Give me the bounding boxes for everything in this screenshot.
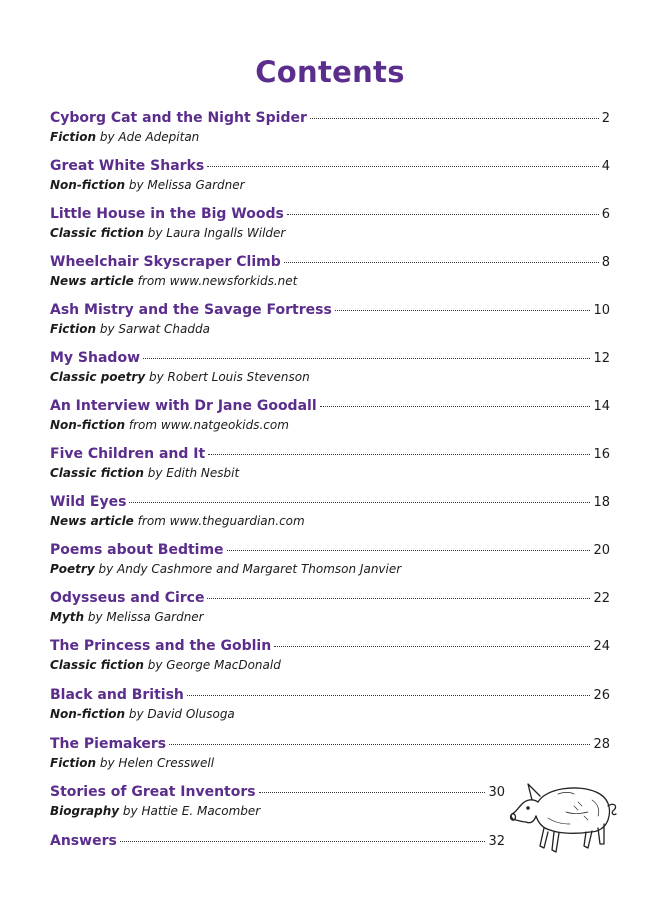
entry-credit: by Melissa Gardner <box>87 610 204 624</box>
page-number: 16 <box>593 447 610 462</box>
toc-entry[interactable] <box>50 350 610 384</box>
entry-title[interactable]: Ash Mistry and the Savage Fortress <box>50 302 332 318</box>
entry-credit: by Laura Ingalls Wilder <box>147 226 286 240</box>
entry-title[interactable]: Odysseus and Circe <box>50 590 205 606</box>
page-number: 8 <box>601 255 610 270</box>
entry-credit: by Edith Nesbit <box>147 466 240 480</box>
entry-subtitle <box>50 370 610 384</box>
page-number: 4 <box>601 159 610 174</box>
entry-genre: Fiction <box>50 130 97 144</box>
entry-subtitle <box>50 418 610 432</box>
toc-entry[interactable] <box>50 110 610 144</box>
page-number: 26 <box>593 688 610 703</box>
entry-title[interactable]: An Interview with Dr Jane Goodall <box>50 398 317 414</box>
dot-leader <box>227 550 591 551</box>
toc-entry[interactable] <box>50 833 505 853</box>
entry-title[interactable]: Stories of Great Inventors <box>50 784 256 800</box>
entry-subtitle <box>50 707 610 721</box>
entry-credit: from www.natgeokids.com <box>128 418 289 432</box>
dot-leader <box>274 646 590 647</box>
dot-leader <box>169 744 590 745</box>
page-number: 12 <box>593 351 610 366</box>
entry-genre: Myth <box>50 610 85 624</box>
toc-entry[interactable] <box>50 158 610 192</box>
page-number: 18 <box>593 495 610 510</box>
dot-leader <box>259 792 486 793</box>
entry-credit: by Sarwat Chadda <box>99 322 210 336</box>
toc-entry[interactable] <box>50 736 610 770</box>
entry-subtitle <box>50 130 610 144</box>
toc-entry[interactable] <box>50 206 610 240</box>
entry-subtitle <box>50 562 610 576</box>
page-number: 6 <box>601 207 610 222</box>
entry-title[interactable]: Black and British <box>50 687 184 703</box>
dot-leader <box>207 598 590 599</box>
toc-entry[interactable] <box>50 302 610 336</box>
toc-entry[interactable] <box>50 446 610 480</box>
entry-credit: from www.theguardian.com <box>137 514 305 528</box>
entry-title[interactable]: Five Children and It <box>50 446 206 462</box>
entry-genre: Fiction <box>50 756 97 770</box>
entry-credit: by Ade Adepitan <box>99 130 200 144</box>
entry-genre: Classic fiction <box>50 466 144 480</box>
dot-leader <box>129 502 590 503</box>
dot-leader <box>207 166 599 167</box>
dot-leader <box>187 695 591 696</box>
page-number: 32 <box>488 834 505 849</box>
entry-genre: Classic fiction <box>50 658 144 672</box>
page-number: 24 <box>593 639 610 654</box>
entry-title[interactable]: Wild Eyes <box>50 494 127 510</box>
page-number: 20 <box>593 543 610 558</box>
dot-leader <box>310 118 599 119</box>
toc-entry[interactable] <box>50 590 610 624</box>
dot-leader <box>120 841 486 842</box>
toc-entry[interactable] <box>50 687 610 721</box>
dot-leader <box>335 310 591 311</box>
entry-credit: by Helen Cresswell <box>99 756 215 770</box>
page-number: 2 <box>601 111 610 126</box>
toc-entry[interactable] <box>50 398 610 432</box>
entry-title[interactable]: My Shadow <box>50 350 141 366</box>
entry-genre: Non-fiction <box>50 418 126 432</box>
entry-genre: Poetry <box>50 562 95 576</box>
entry-credit: by Robert Louis Stevenson <box>148 370 310 384</box>
entry-subtitle <box>50 514 610 528</box>
entry-title[interactable]: Poems about Bedtime <box>50 542 224 558</box>
page-number: 22 <box>593 591 610 606</box>
entry-genre: News article <box>50 514 134 528</box>
entry-subtitle <box>50 178 610 192</box>
entry-subtitle <box>50 466 610 480</box>
pig-icon <box>508 772 622 856</box>
toc-entry[interactable] <box>50 638 610 672</box>
entry-genre: Fiction <box>50 322 97 336</box>
entry-credit: by David Olusoga <box>128 707 235 721</box>
entry-credit: by Hattie E. Macomber <box>122 804 261 818</box>
entry-genre: Classic fiction <box>50 226 144 240</box>
page-number: 28 <box>593 737 610 752</box>
entry-subtitle <box>50 756 610 770</box>
entry-subtitle <box>50 274 610 288</box>
entry-credit: by Andy Cashmore and Margaret Thomson Janvier <box>98 562 402 576</box>
entry-genre: Non-fiction <box>50 178 126 192</box>
entry-title[interactable]: Wheelchair Skyscraper Climb <box>50 254 281 270</box>
entry-title[interactable]: The Princess and the Goblin <box>50 638 272 654</box>
entry-credit: by Melissa Gardner <box>128 178 245 192</box>
toc-entry[interactable] <box>50 494 610 528</box>
page-number: 10 <box>593 303 610 318</box>
entry-subtitle <box>50 804 505 818</box>
dot-leader <box>208 454 590 455</box>
entry-genre: Non-fiction <box>50 707 126 721</box>
toc-entry[interactable] <box>50 784 505 818</box>
entry-genre: Classic poetry <box>50 370 146 384</box>
entry-subtitle <box>50 226 610 240</box>
dot-leader <box>320 406 591 407</box>
entry-title[interactable]: Little House in the Big Woods <box>50 206 284 222</box>
dot-leader <box>284 262 599 263</box>
entry-title[interactable]: Great White Sharks <box>50 158 205 174</box>
entry-subtitle <box>50 658 610 672</box>
entry-subtitle <box>50 610 610 624</box>
entry-title[interactable]: Answers <box>50 833 117 849</box>
entry-title[interactable]: Cyborg Cat and the Night Spider <box>50 110 307 126</box>
dot-leader <box>287 214 599 215</box>
entry-genre: Biography <box>50 804 120 818</box>
entry-genre: News article <box>50 274 134 288</box>
page-number: 30 <box>488 785 505 800</box>
toc-entry[interactable] <box>50 542 610 576</box>
entry-credit: from www.newsforkids.net <box>137 274 298 288</box>
entry-subtitle <box>50 322 610 336</box>
page-number: 14 <box>593 399 610 414</box>
entry-credit: by George MacDonald <box>147 658 281 672</box>
toc-entry[interactable] <box>50 254 610 288</box>
dot-leader <box>143 358 590 359</box>
page-title: Contents <box>255 55 405 89</box>
entry-title[interactable]: The Piemakers <box>50 736 167 752</box>
